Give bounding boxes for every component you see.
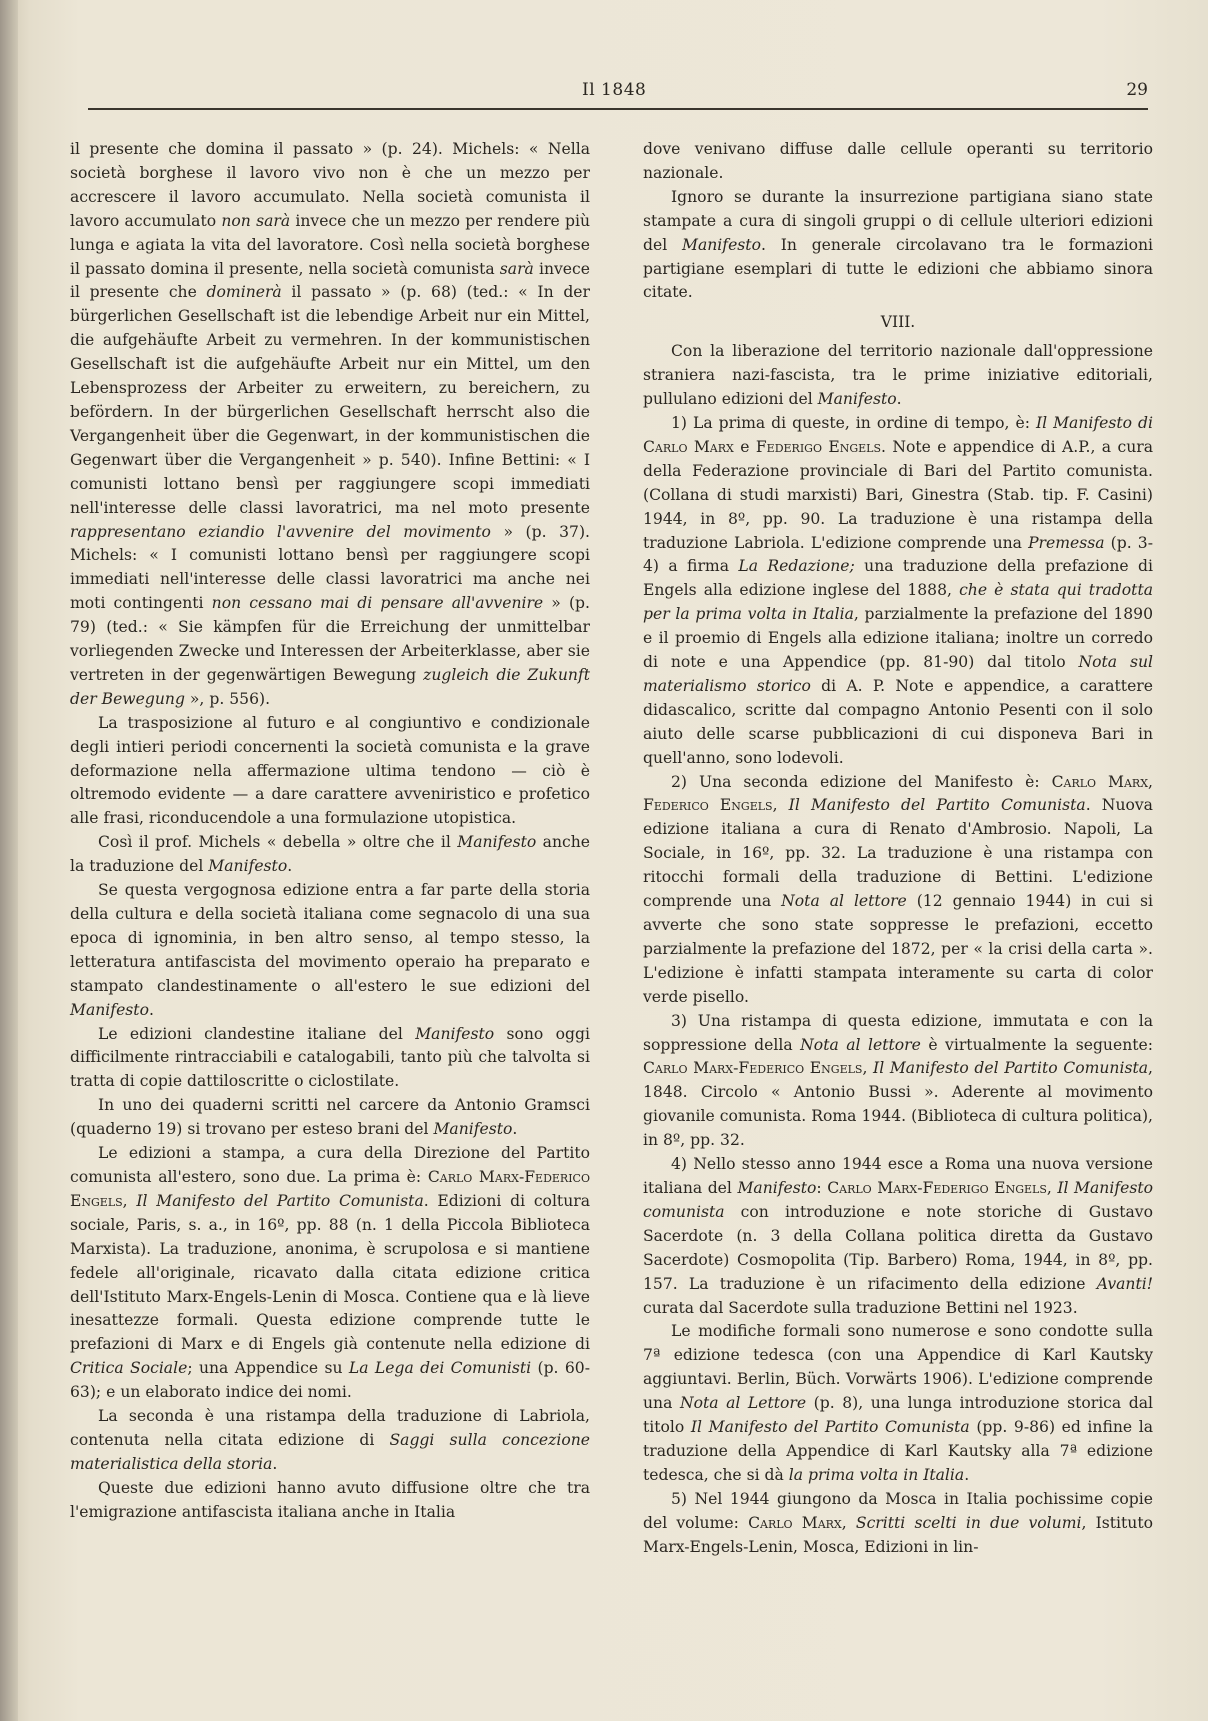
running-header (88, 78, 1148, 108)
paragraph: In uno dei quaderni scritti nel carcere da Antonio Gramsci (quaderno 19) si trovano per esteso brani del Manifesto. (70, 1096, 590, 1139)
paragraph: Se questa vergognosa edizione entra a far parte della storia della cultura e della società italiana come segnacolo di una sua epoca di ignominia, in ben altro senso, al tempo stesso, la letteratura antifascista del movimento operaio ha preparato e stampato clandestinamente o all'estero le sue edizioni del Manifesto. (70, 881, 590, 1019)
page-spine-shadow (0, 0, 18, 1721)
right-column (643, 138, 1153, 1559)
paragraph: 2) Una seconda edizione del Manifesto è: Carlo Marx, Federico Engels, Il Manifesto del Partito Comunista. Nuova edizione italiana a cura di Renato d'Ambrosio. Napoli, La Sociale, in 16º, pp. 32. La traduzione è una ristampa con ritocchi formali della traduzione di Bettini. L'edizione comprende una Nota al lettore (12 gennaio 1944) in cui si avverte che sono state soppresse le prefazioni, eccetto parzialmente la prefazione del 1872, per « la crisi della carta ». L'edizione è infatti stampata interamente su carta di color verde pisello. (643, 772, 1153, 1006)
paragraph: Le edizioni clandestine italiane del Manifesto sono oggi difficilmente rintracciabili e catalogabili, tanto più che talvolta si tratta di copie dattiloscritte o ciclostilate. (70, 1024, 590, 1091)
page-number: 29 (1126, 80, 1148, 100)
paragraph: Le edizioni a stampa, a cura della Direzione del Partito comunista all'estero, sono due. La prima è: Carlo Marx-Federico Engels, Il Manifesto del Partito Comunista. Edizioni di coltura sociale, Paris, s. a., in 16º, pp. 88 (n. 1 della Piccola Biblioteca Marxista). La traduzione, anonima, è scrupolosa e si mantiene fedele all'originale, ricavato dalla citata edizione critica dell'Istituto Marx-Engels-Lenin di Mosca. Contiene qua e là lieve inesattezze formali. Questa edizione comprende tutte le prefazioni di Marx e di Engels già contenute nella edizione di Critica Sociale; una Appendice su La Lega dei Comunisti (p. 60-63); e un elaborato indice dei nomi. (70, 1144, 590, 1402)
paragraph: 1) La prima di queste, in ordine di tempo, è: Il Manifesto di Carlo Marx e Federigo Engels. Note e appendice di A.P., a cura della Federazione provinciale di Bari del Partito comunista. (Collana di studi marxisti) Bari, Ginestra (Stab. tip. F. Casini) 1944, in 8º, pp. 90. La traduzione è una ristampa della traduzione Labriola. L'edizione comprende una Premessa (p. 3-4) a firma La Redazione; una traduzione della prefazione di Engels alla edizione inglese del 1888, che è stata qui tradotta per la prima volta in Italia, parzialmente la prefazione del 1890 e il proemio di Engels alla edizione italiana; inoltre un corredo di note e una Appendice (pp. 81-90) dal titolo Nota sul materialismo storico di A. P. Note e appendice, a carattere didascalico, scritte dal compagno Antonio Pesenti con il solo aiuto delle scarse pubblicazioni di cui disponeva Bari in quell'anno, sono lodevoli. (643, 413, 1154, 767)
paragraph: 5) Nel 1944 giungono da Mosca in Italia pochissime copie del volume: Carlo Marx, Scritti scelti in due volumi, Istituto Marx-Engels-Lenin, Mosca, Edizioni in lin- (643, 1489, 1154, 1556)
paragraph: Con la liberazione del territorio nazionale dall'oppressione straniera nazi-fascista, tra le prime iniziative editoriali, pullulano edizioni del Manifesto. (643, 342, 1153, 409)
paragraph: 4) Nello stesso anno 1944 esce a Roma una nuova versione italiana del Manifesto: Carlo Marx-Federigo Engels, Il Manifesto comunista con introduzione e note storiche di Gustavo Sacerdote (n. 3 della Collana politica diretta da Gustavo Sacerdote) Cosmopolita (Tip. Barbero) Roma, 1944, in 8º, pp. 157. La traduzione è un rifacimento della edizione Avanti! curata dal Sacerdote sulla traduzione Bettini nel 1923. (643, 1155, 1153, 1317)
paragraph: Ignoro se durante la insurrezione partigiana siano state stampate a cura di singoli gruppi o di cellule ulteriori edizioni del Manifesto. In generale circolavano tra le formazioni partigiane esemplari di tutte le edizioni che abbiamo sinora citate. (643, 187, 1153, 302)
paragraph: dove venivano diffuse dalle cellule operanti su territorio nazionale. (643, 140, 1153, 182)
paragraph: Le modifiche formali sono numerose e sono condotte sulla 7ª edizione tedesca (con una Appendice di Karl Kautsky aggiuntavi. Berlin, Büch. Vorwärts 1906). L'edizione comprende una Nota al Lettore (p. 8), una lunga introduzione storica dal titolo Il Manifesto del Partito Comunista (pp. 9-86) ed infine la traduzione della Appendice di Karl Kautsky alla 7ª edizione tedesca, che si dà la prima volta in Italia. (643, 1322, 1154, 1484)
paragraph: La trasposizione al futuro e al congiuntivo e condizionale degli intieri periodi concernenti la società comunista e la grave deformazione nella affermazione ultima tendono — ciò è oltremodo evidente — a dare carattere avveniristico e profetico alle frasi, riconducendole a una formulazione utopistica. (70, 713, 590, 828)
left-column (70, 138, 590, 1525)
paragraph: La seconda è una ristampa della traduzione di Labriola, contenuta nella citata edizione di Saggi sulla concezione materialistica della storia. (70, 1407, 590, 1473)
paragraph: Così il prof. Michels « debella » oltre che il Manifesto anche la traduzione del Manifesto. (70, 833, 590, 876)
section-heading: VIII. (880, 313, 916, 332)
paragraph: il presente che domina il passato » (p. 24). Michels: « Nella società borghese il lavoro vivo non è che un mezzo per accrescere il lavoro accumulato. Nella società comunista il lavoro accumulato non sarà invece che un mezzo per rendere più lunga e agiata la vita del lavoratore. Così nella società borghese il passato domina il presente, nella società comunista sarà invece il presente che dominerà il passato » (p. 68) (ted.: « In der bürgerlichen Gesellschaft ist die lebendige Arbeit nur ein Mittel, die aufgehäufte Arbeit zu vermehren. In der kommunistischen Gesellschaft ist die aufgehäufte Arbeit nur ein Mittel, um den Lebensprozess der Arbeiter zu erweitern, zu bereichern, zu befördern. In der bürgerlichen Gesellschaft herrscht also die Vergangenheit über die Gegenwart, in der kommunistischen die Gegenwart über die Vergangenheit » p. 540). Infine Bettini: « I comunisti lottano bensì per raggiungere scopi immediati nell'interesse delle classi lavoratrici, ma nel moto presente rappresentano eziandio l'avvenire del movimento » (p. 37). Michels: « I comunisti lottano bensì per raggiungere scopi immediati nell'interesse delle classi lavoratrici ma anche nei moti contingenti non cessano mai di pensare all'avvenire » (p. 79) (ted.: « Sie kämpfen für die Erreichung der unmittelbar vorliegenden Zwecke und Interessen der Arbeiterklasse, aber sie vertreten in der gegenwärtigen Bewegung zugleich die Zukunft der Bewegung », p. 556). (70, 140, 591, 708)
running-title: Il 1848 (582, 80, 647, 100)
paragraph: 3) Una ristampa di questa edizione, immutata e con la soppressione della Nota al lettore è virtualmente la seguente: Carlo Marx-Federico Engels, Il Manifesto del Partito Comunista, 1848. Circolo « Antonio Bussi ». Aderente al movimento giovanile comunista. Roma 1944. (Biblioteca di cultura politica), in 8º, pp. 32. (643, 1011, 1153, 1150)
paragraph: Queste due edizioni hanno avuto diffusione oltre che tra l'emigrazione antifascista italiana anche in Italia (70, 1478, 590, 1521)
header-rule (88, 108, 1148, 110)
